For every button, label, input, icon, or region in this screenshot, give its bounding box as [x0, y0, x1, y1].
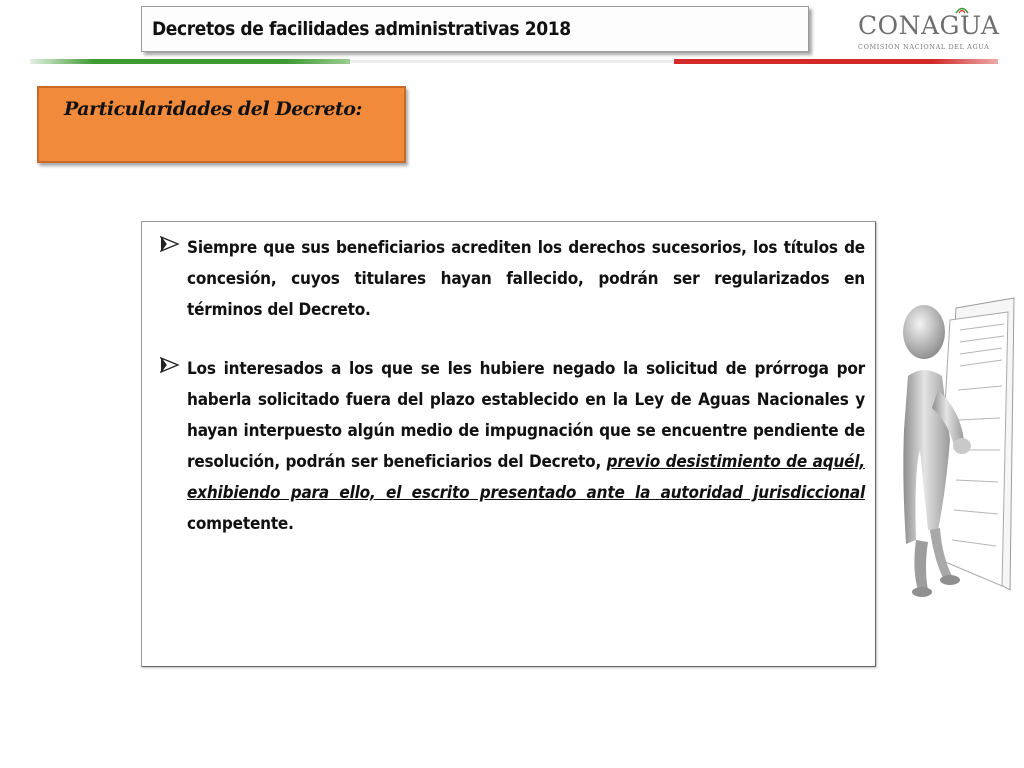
bullet-text-after: competente. [187, 514, 294, 534]
stripe-white [350, 60, 674, 63]
section-title-box [37, 86, 406, 163]
conagua-logo [858, 11, 1000, 58]
bullet-item [160, 233, 865, 326]
logo-subtitle: COMISIÓN NACIONAL DEL AGUA [858, 43, 990, 51]
logo-name: CONAGUA [858, 11, 1000, 40]
stripe-green [30, 59, 350, 64]
bullet-text-before: Los interesados a los que se les hubiere negado la solicitud de prórroga por haberla solicitado fuera del plazo establecido en la Ley de Aguas Nacionales y hayan interpuesto algún medio de impugnación que se encuentre pendiente de resolución, podrán ser beneficiarios del Decreto, [187, 359, 865, 472]
stripe-red [674, 59, 998, 64]
content-box [141, 221, 876, 667]
bullet-text-emphasis: previo desistimiento de aquél, exhibiendo para ello, el escrito presentado ante la autoridad jurisdiccional [187, 452, 866, 503]
section-title: Particularidades del Decreto: [64, 98, 362, 120]
arrow-bullet-icon [160, 354, 187, 540]
header-title: Decretos de facilidades administrativas 2018 [152, 18, 571, 40]
arrow-bullet-icon [160, 233, 187, 326]
header-title-box [141, 6, 809, 52]
bullet-item [160, 354, 865, 540]
figure-with-document-icon [898, 290, 1016, 600]
bullet-text [187, 354, 865, 540]
bullet-text: Siempre que sus beneficiarios acrediten los derechos sucesorios, los títulos de concesión, cuyos titulares hayan fallecido, podrán ser regularizados en términos del Decreto. [187, 238, 865, 320]
